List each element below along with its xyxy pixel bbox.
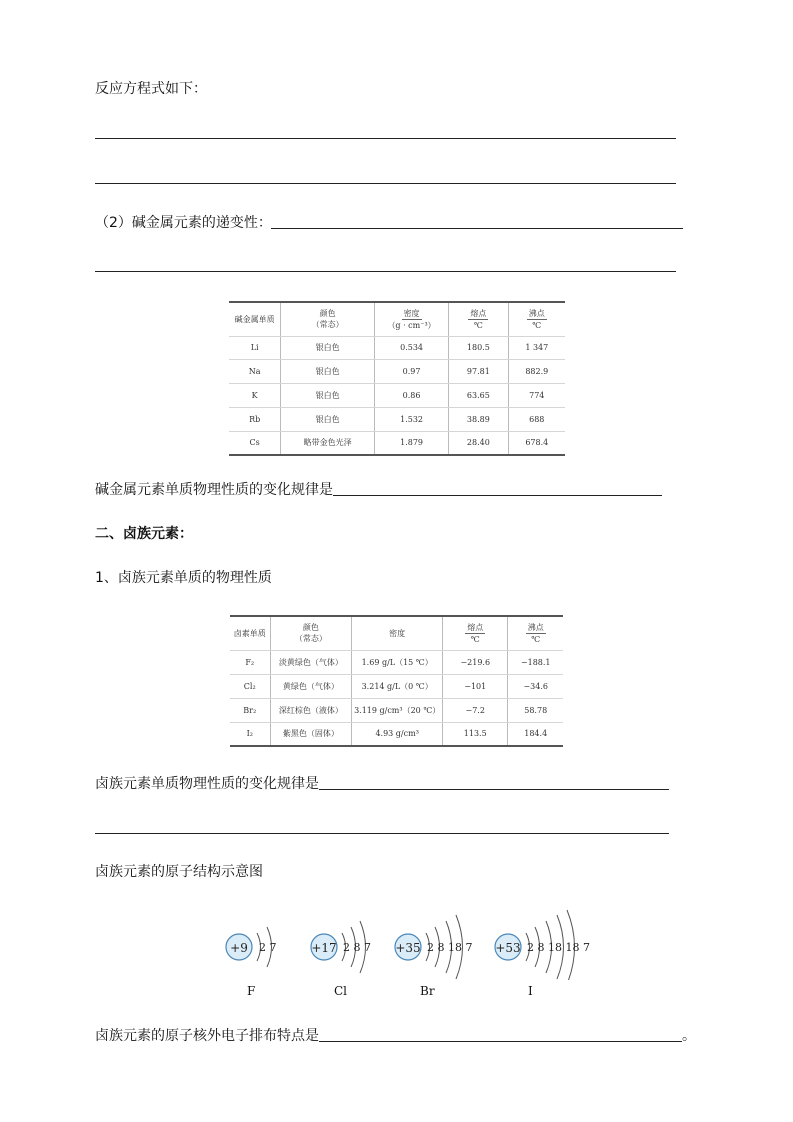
section2-title: 二、卤族元素： xyxy=(95,526,193,542)
header-color: 颜色 （常态） xyxy=(270,616,352,650)
answer-line-8[interactable] xyxy=(319,1041,682,1042)
table-row: Cs 略带金色光泽 1.879 28.40 678.4 xyxy=(229,431,565,455)
header-melting: 熔点 ℃ xyxy=(443,616,508,650)
atom-cl xyxy=(311,921,371,973)
header-boiling: 沸点 ℃ xyxy=(508,302,565,336)
answer-line-7[interactable] xyxy=(95,833,669,834)
atom-f xyxy=(226,927,277,967)
sub1-title: 1、卤族元素单质的物理性质 xyxy=(95,570,272,586)
electrons-cl: 2 8 7 xyxy=(343,941,371,954)
electrons-f: 2 7 xyxy=(259,941,277,954)
electrons-i: 2 8 18 18 7 xyxy=(527,941,590,954)
table-row: F₂ 淡黄绿色（气体） 1.69 g/L（15 ℃） −219.6 −188.1 xyxy=(230,650,563,674)
nucleus-cl-charge: +17 xyxy=(311,941,337,955)
alkali-rule-label: 碱金属元素单质物理性质的变化规律是 xyxy=(95,482,333,498)
alkali-metal-table xyxy=(229,301,565,456)
answer-line-6[interactable] xyxy=(319,789,669,790)
element-label-cl: Cl xyxy=(334,984,348,998)
answer-line-4[interactable] xyxy=(95,271,676,272)
header-boiling: 沸点 ℃ xyxy=(508,616,563,650)
structure-title: 卤族元素的原子结构示意图 xyxy=(95,864,263,880)
header-melting: 熔点 ℃ xyxy=(449,302,508,336)
element-label-br: Br xyxy=(420,984,435,998)
halogen-rule-label: 卤族元素单质物理性质的变化规律是 xyxy=(95,776,319,792)
table-row: Li 银白色 0.534 180.5 1 347 xyxy=(229,336,565,359)
table-row: K 银白色 0.86 63.65 774 xyxy=(229,383,565,407)
header-element: 卤素单质 xyxy=(230,616,270,650)
header-element: 碱金属单质 xyxy=(229,302,281,336)
header-color: 颜色 （常态） xyxy=(281,302,375,336)
q2-label: （2）碱金属元素的递变性： xyxy=(95,215,272,231)
answer-line-5[interactable] xyxy=(333,495,662,496)
answer-line-1[interactable] xyxy=(95,138,676,139)
end-mark: 。 xyxy=(682,1028,696,1044)
electrons-br: 2 8 18 7 xyxy=(427,941,473,954)
table-row: Cl₂ 黄绿色（气体） 3.214 g/L（0 ℃） −101 −34.6 xyxy=(230,674,563,698)
table-row: Na 银白色 0.97 97.81 882.9 xyxy=(229,359,565,383)
equation-heading: 反应方程式如下： xyxy=(95,81,207,97)
nucleus-f-charge: +9 xyxy=(230,941,248,955)
element-label-i: I xyxy=(528,984,533,998)
table-row: I₂ 紫黑色（固体） 4.93 g/cm³ 113.5 184.4 xyxy=(230,722,563,746)
element-label-f: F xyxy=(247,984,256,998)
halogen-table xyxy=(230,615,563,747)
header-density: 密度 xyxy=(352,616,443,650)
header-density: 密度 （g · cm⁻³） xyxy=(374,302,448,336)
nucleus-br-charge: +35 xyxy=(395,941,421,955)
electron-rule-label: 卤族元素的原子核外电子排布特点是 xyxy=(95,1028,319,1044)
atom-br xyxy=(395,915,472,979)
table-row: Br₂ 深红棕色（液体） 3.119 g/cm³（20 ℃） −7.2 58.78 xyxy=(230,698,563,722)
nucleus-i-charge: +53 xyxy=(495,941,521,955)
atom-structure-diagrams xyxy=(215,905,595,980)
answer-line-3[interactable] xyxy=(271,228,683,229)
atom-i xyxy=(495,910,590,980)
table-row: Rb 银白色 1.532 38.89 688 xyxy=(229,407,565,431)
answer-line-2[interactable] xyxy=(95,183,676,184)
